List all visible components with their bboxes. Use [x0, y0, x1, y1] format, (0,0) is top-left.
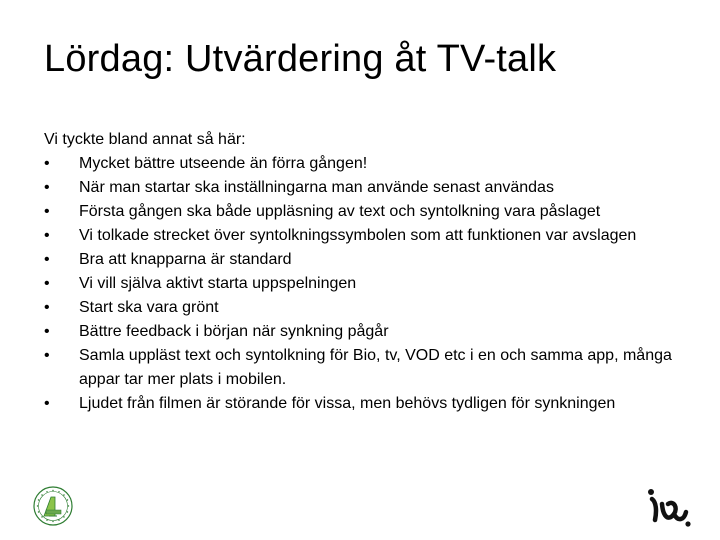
list-item-text: Bättre feedback i början när synkning pågår: [79, 323, 389, 340]
list-item: [44, 320, 674, 344]
list-item-text: Ljudet från filmen är störande för vissa, men behövs tydligen för synkningen: [79, 395, 616, 412]
bullet-icon: •: [44, 395, 50, 412]
list-item-text: Bra att knapparna är standard: [79, 251, 292, 268]
list-item: [44, 224, 674, 248]
seal-logo-icon: [33, 486, 73, 526]
bullet-icon: •: [44, 323, 50, 340]
list-item-text: Första gången ska både uppläsning av text och syntolkning vara påslaget: [79, 203, 601, 220]
list-item: [44, 200, 674, 224]
bullet-icon: •: [44, 155, 50, 172]
list-item-text: Start ska vara grönt: [79, 299, 219, 316]
bullet-icon: •: [44, 275, 50, 292]
list-item-text: Mycket bättre utseende än förra gången!: [79, 155, 368, 172]
intro-text: Vi tyckte bland annat så här:: [44, 131, 246, 148]
list-item: [44, 176, 674, 200]
bullet-icon: •: [44, 227, 50, 244]
stylized-logo-icon: [644, 486, 694, 530]
bullet-icon: •: [44, 347, 50, 364]
list-item: [44, 152, 674, 176]
bullet-list: [44, 152, 674, 416]
slide-title: Lördag: Utvärdering åt TV-talk: [44, 38, 557, 80]
bullet-icon: •: [44, 179, 50, 196]
list-item-text: Vi tolkade strecket över syntolkningssymbolen som att funktionen var avslagen: [79, 227, 637, 244]
list-item: [44, 392, 674, 416]
list-item: [44, 296, 674, 320]
list-item-text: När man startar ska inställningarna man använde senast användas: [79, 179, 554, 196]
list-item: [44, 248, 674, 272]
list-item: [44, 344, 674, 392]
list-item-text: Samla uppläst text och syntolkning för Bio, tv, VOD etc i en och samma app, många appar tar mer plats i mobilen.: [79, 347, 672, 388]
list-item-text: Vi vill själva aktivt starta uppspelningen: [79, 275, 357, 292]
bullet-icon: •: [44, 299, 50, 316]
bullet-icon: •: [44, 203, 50, 220]
bullet-icon: •: [44, 251, 50, 268]
list-item: [44, 272, 674, 296]
slide-body: [44, 128, 674, 416]
